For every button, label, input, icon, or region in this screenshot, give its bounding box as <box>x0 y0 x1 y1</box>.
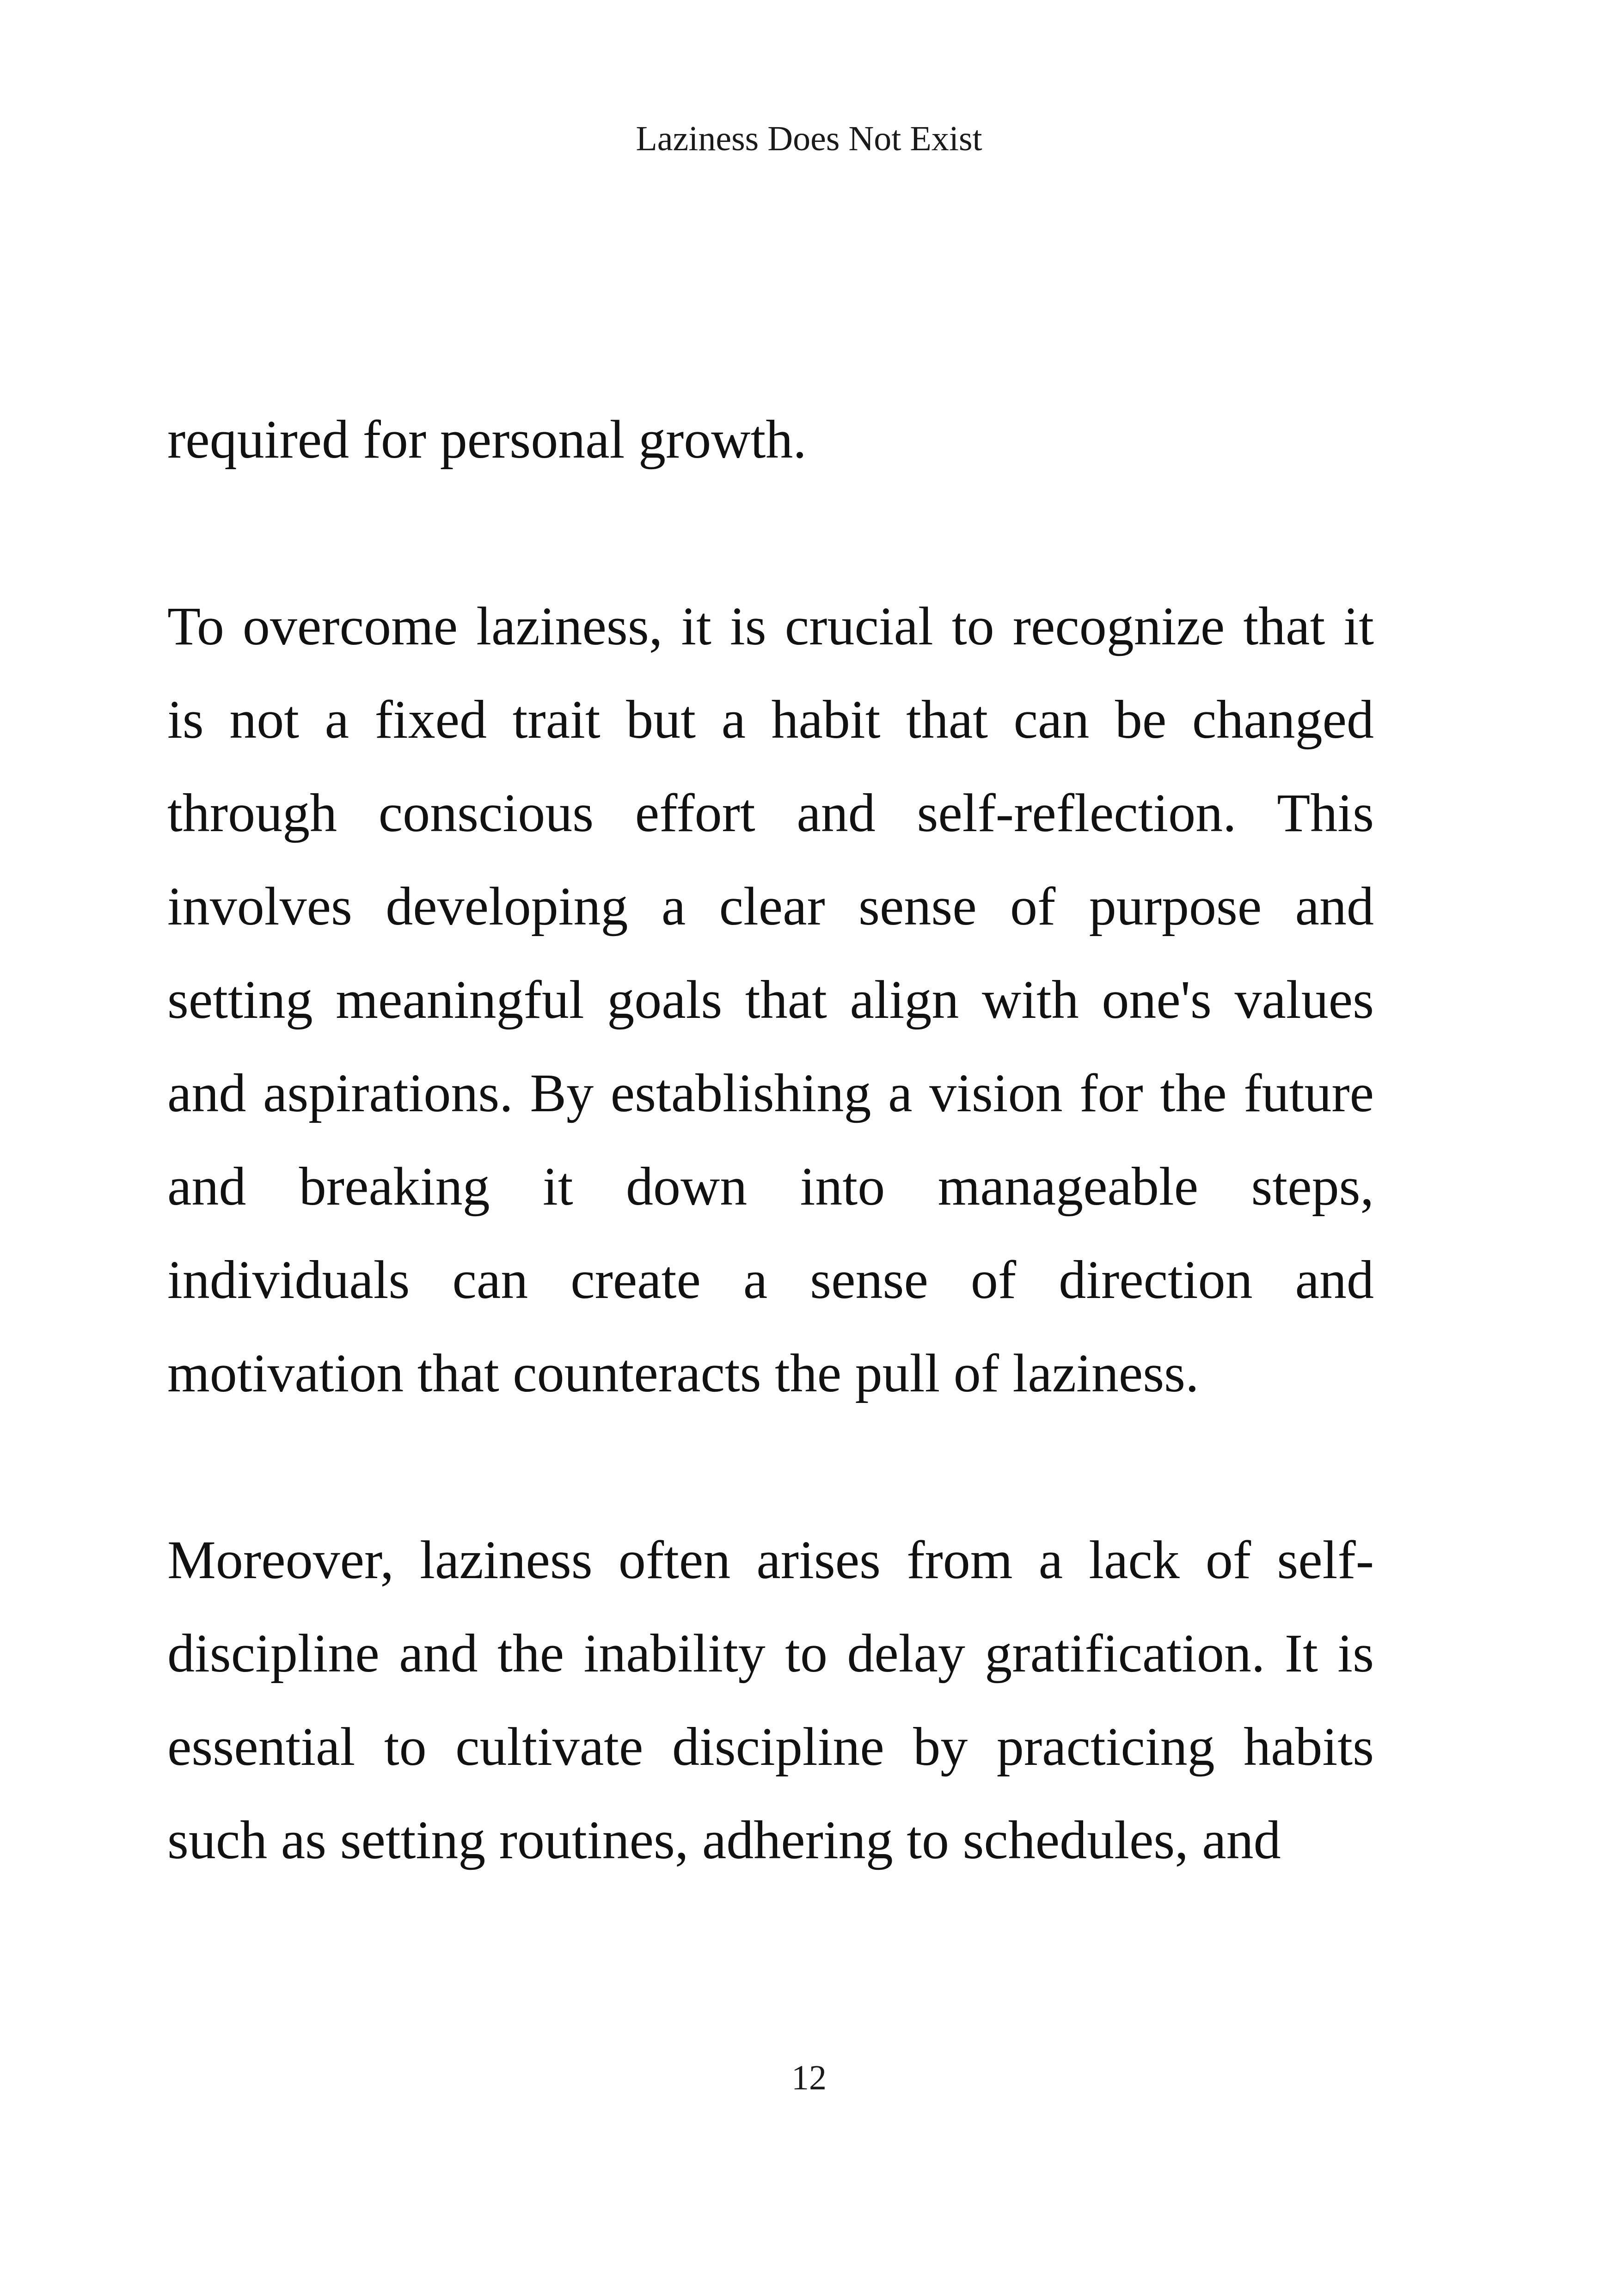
paragraph-continuation: required for personal growth. <box>167 409 807 470</box>
paragraph-self-discipline: Moreover, laziness often arises from a lack of self-discipline and the inability to delay gratification. It is essential to cultivate discipline by practicing habits such as setting routines, adhering to schedules, and <box>167 1530 1374 1870</box>
page-number: 12 <box>791 2058 827 2097</box>
running-header-title: Laziness Does Not Exist <box>636 119 982 158</box>
body-text <box>167 393 1374 1887</box>
paragraph-overcome-laziness: To overcome laziness, it is crucial to recognize that it is not a fixed trait but a habit that can be changed through conscious effort and self-reflection. This involves developing a clear sense of purpose and setting meaningful goals that align with one's values and aspirations. By establishing a vision for the future and breaking it down into manageable steps, individuals can create a sense of direction and motivation that counteracts the pull of laziness. <box>167 596 1374 1403</box>
